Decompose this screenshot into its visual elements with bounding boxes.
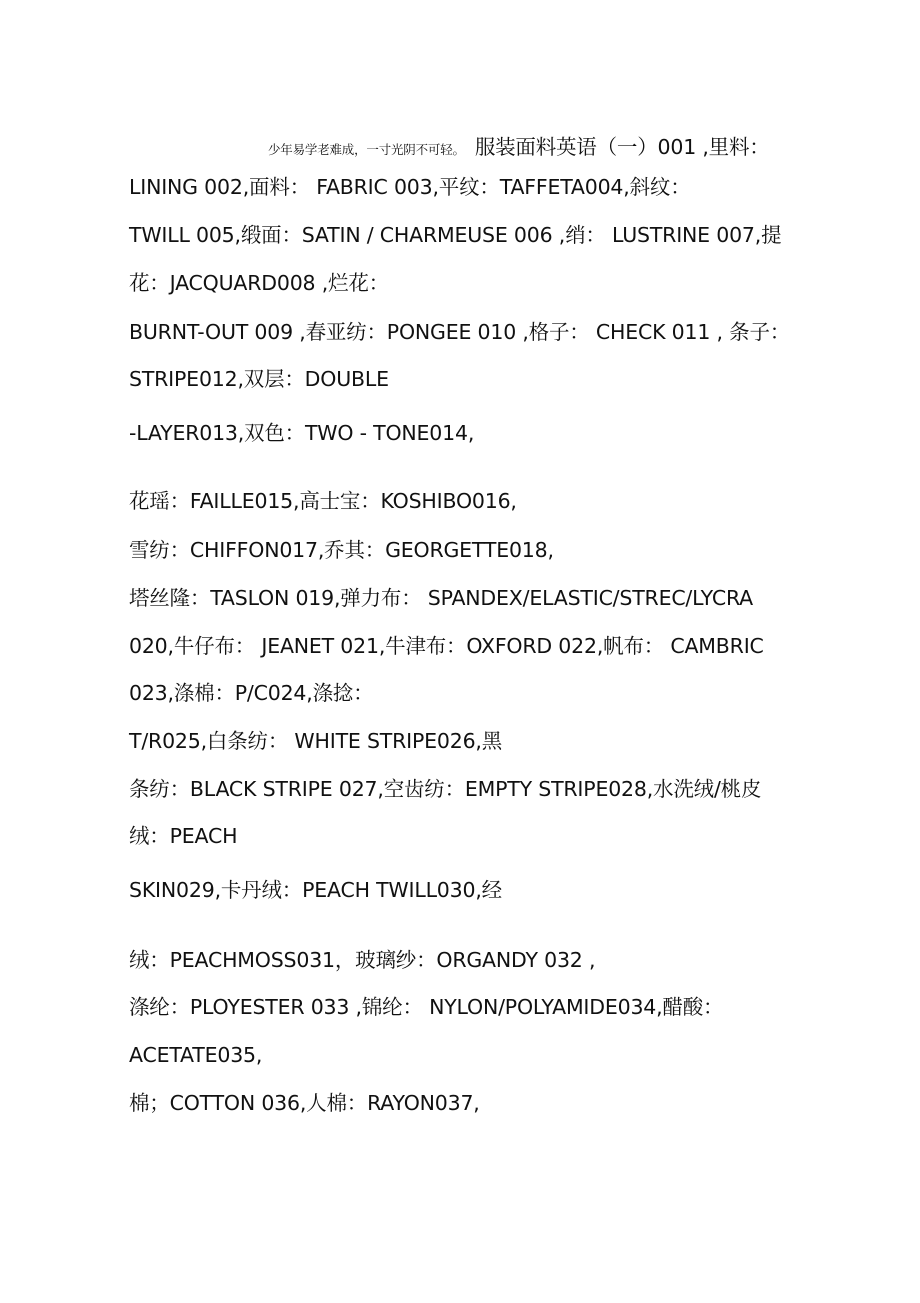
text-line-5: BURNT-OUT 009 ,春亚纺：PONGEE 010 ,格子： CHECK 011 , 条子： (129, 320, 791, 344)
text-line-7: -LAYER013,双色：TWO - TONE014, (129, 421, 475, 445)
motto-text: 少年易学老难成，一寸光阴不可轻。 (268, 142, 465, 157)
text-line-13: T/R025,白条纺： WHITE STRIPE026,黑 (129, 729, 503, 753)
text-line-17: 绒：PEACHMOSS031，玻璃纱：ORGANDY 032 , (129, 948, 596, 972)
text-line-18: 涤纶：PLOYESTER 033 ,锦纶： NYLON/POLYAMIDE034,醋酸： (129, 995, 724, 1019)
text-line-8: 花瑶：FAILLE015,高士宝：KOSHIBO016, (129, 489, 517, 513)
text-line-12: 023,涤棉：P/C024,涤捻： (129, 681, 374, 705)
text-line-19: ACETATE035, (129, 1043, 263, 1067)
text-line-3: TWILL 005,缎面：SATIN / CHARMEUSE 006 ,绡： LUSTRINE 007,提 (129, 223, 782, 247)
text-line-20: 棉；COTTON 036,人棉：RAYON037, (129, 1091, 480, 1115)
text-line-14: 条纺：BLACK STRIPE 027,空齿纺：EMPTY STRIPE028,水洗绒/桃皮 (129, 777, 762, 801)
text-line-9: 雪纺：CHIFFON017,乔其：GEORGETTE018, (129, 538, 554, 562)
text-line-4: 花：JACQUARD008 ,烂花： (129, 271, 389, 295)
title-text: 服装面料英语（一）001 ,里料： (474, 135, 770, 159)
text-line-16: SKIN029,卡丹绒：PEACH TWILL030,经 (129, 878, 502, 902)
text-line-6: STRIPE012,双层：DOUBLE (129, 367, 389, 391)
text-line-11: 020,牛仔布： JEANET 021,牛津布：OXFORD 022,帆布： CAMBRIC (129, 634, 764, 658)
text-line-1 (268, 133, 770, 164)
text-line-2: LINING 002,面料： FABRIC 003,平纹：TAFFETA004,斜纹： (129, 175, 691, 199)
text-line-15: 绒：PEACH (129, 824, 238, 848)
text-line-10: 塔丝隆：TASLON 019,弹力布： SPANDEX/ELASTIC/STREC/LYCRA (129, 586, 753, 610)
